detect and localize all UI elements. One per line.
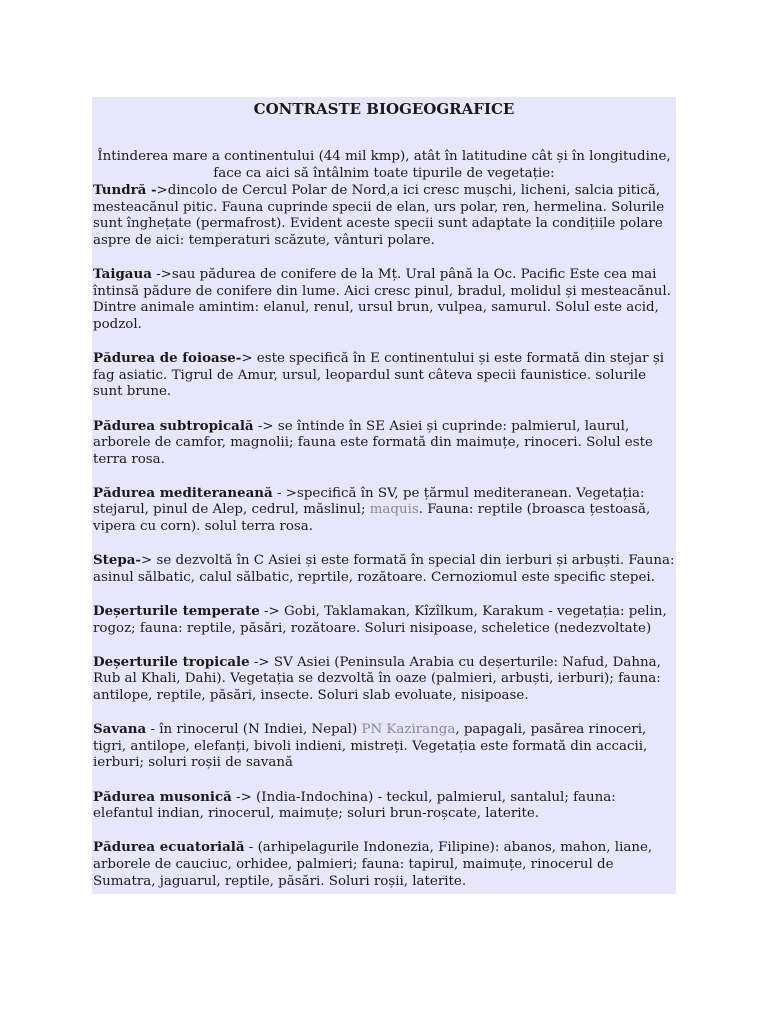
section-text: ->sau pădurea de conifere de la Mț. Ural până la Oc. Pacific Este cea mai întinsă pădure de conifere din lume. Aici cresc pinul, bradul, molidul și mesteacănul. Dintre animale amintim: elanul, renul, ursul brun, vulpea, samurul. Solul este acid, podzol. bbox=[93, 267, 671, 332]
section-text: >dincolo de Cercul Polar de Nord,a ici cresc mușchi, licheni, salcia pitică, mesteacănul pitic. Fauna cuprinde specii de elan, urs polar, ren, hermelina. Solurile sunt înghețate (permafrost). Evident aceste specii sunt adaptate la condițiile polare aspre de aici: temperaturi scăzute, vânturi polare. bbox=[93, 183, 665, 248]
section-text-after: . Fauna: reptile (broasca țestoasă, vipera cu corn). solul terra rosa. bbox=[93, 502, 651, 535]
section-steppe bbox=[93, 552, 675, 586]
section-term: Deșerturile tropicale bbox=[93, 653, 250, 670]
section-taiga bbox=[93, 266, 675, 333]
section-text: - în rinocerul (N Indiei, Nepal) bbox=[146, 722, 362, 738]
section-text-after: , papagali, pasărea rinoceri, tigri, antilope, elefanți, bivoli indieni, mistreți. Vegetația este formată din accacii, ierburi; soluri roșii de savană bbox=[93, 722, 648, 771]
section-text: -> (India-Indochina) - teckul, palmierul, santalul; fauna: elefantul indian, rinocerul, maimuțe; soluri brun-roșcate, laterite. bbox=[93, 789, 616, 822]
section-tundra bbox=[93, 182, 675, 249]
maquis-link[interactable]: maquis bbox=[369, 502, 419, 518]
kaziranga-link[interactable]: PN Kaziranga bbox=[361, 722, 456, 738]
section-text: - (arhipelagurile Indonezia, Filipine): abanos, mahon, liane, arborele de cauciuc, orhidee, palmieri; fauna: tapirul, maimuțe, rinocerul de Sumatra, jaguarul, reptile, păsări. Soluri roșii, laterite. bbox=[93, 840, 653, 889]
section-text: - >specifică în SV, pe țărmul mediteranean. Vegetația: stejarul, pinul de Alep, cedrul, măslinul; bbox=[93, 485, 645, 518]
section-tropical-deserts bbox=[93, 654, 675, 705]
section-subtropical-forest bbox=[93, 418, 675, 469]
section-temperate-deserts bbox=[93, 603, 675, 637]
section-term: Pădurea mediteraneană bbox=[93, 484, 273, 501]
section-text: -> Gobi, Taklamakan, Kîzîlkum, Karakum - vegetația: pelin, rogoz; fauna: reptile, păsări, rozătoare. Soluri nisipoase, scheletice (nedezvoltate) bbox=[93, 604, 667, 636]
section-term: Deșerturile temperate bbox=[93, 603, 260, 620]
section-mediterranean-forest bbox=[93, 485, 675, 536]
section-text: > este specifică în E continentului și este formată din stejar și fag asiatic. Tigrul de Amur, ursul, leopardul sunt câteva specii faunistice. solurile sunt brune. bbox=[93, 351, 664, 400]
section-equatorial-forest bbox=[93, 839, 675, 890]
document-title: CONTRASTE BIOGEOGRAFICE bbox=[253, 100, 515, 118]
section-term: Savana bbox=[93, 721, 147, 738]
section-term: Taigaua bbox=[93, 266, 152, 283]
intro-paragraph: Întinderea mare a continentului (44 mil kmp), atât în latitudine cât și în longitudine, face ca aici să întâlnim toate tipurile de vegetație: bbox=[97, 149, 671, 181]
section-text: -> SV Asiei (Peninsula Arabia cu deșerturile: Nafud, Dahna, Rub al Khali, Dahi). Vegetația se dezvoltă în oaze (palmieri, arbuști, ierburi); fauna: antilope, reptile, păsări, insecte. Soluri slab evoluate, nisipoase. bbox=[93, 654, 661, 703]
section-term: Pădurea subtropicală bbox=[93, 417, 254, 434]
section-monsoon-forest bbox=[93, 789, 675, 823]
section-term: Pădurea musonică bbox=[93, 788, 232, 805]
section-term: Tundră - bbox=[93, 182, 157, 199]
document-page bbox=[92, 97, 676, 894]
section-text: > se dezvoltă în C Asiei și este formată în special din ierburi și arbuști. Fauna: asinul sălbatic, calul sălbatic, reprtile, rozătoare. Cernoziomul este specific stepei. bbox=[93, 553, 675, 585]
section-term: Stepa- bbox=[93, 552, 141, 569]
section-savanna bbox=[93, 721, 675, 772]
section-term: Pădurea de foioase- bbox=[93, 350, 242, 367]
section-deciduous-forest bbox=[93, 350, 675, 401]
section-term: Pădurea ecuatorială bbox=[93, 839, 245, 856]
section-text: -> se întinde în SE Asiei și cuprinde: palmierul, laurul, arborele de camfor, magnolii; fauna este formată din maimuțe, rinoceri. Solul este terra rosa. bbox=[93, 418, 653, 467]
